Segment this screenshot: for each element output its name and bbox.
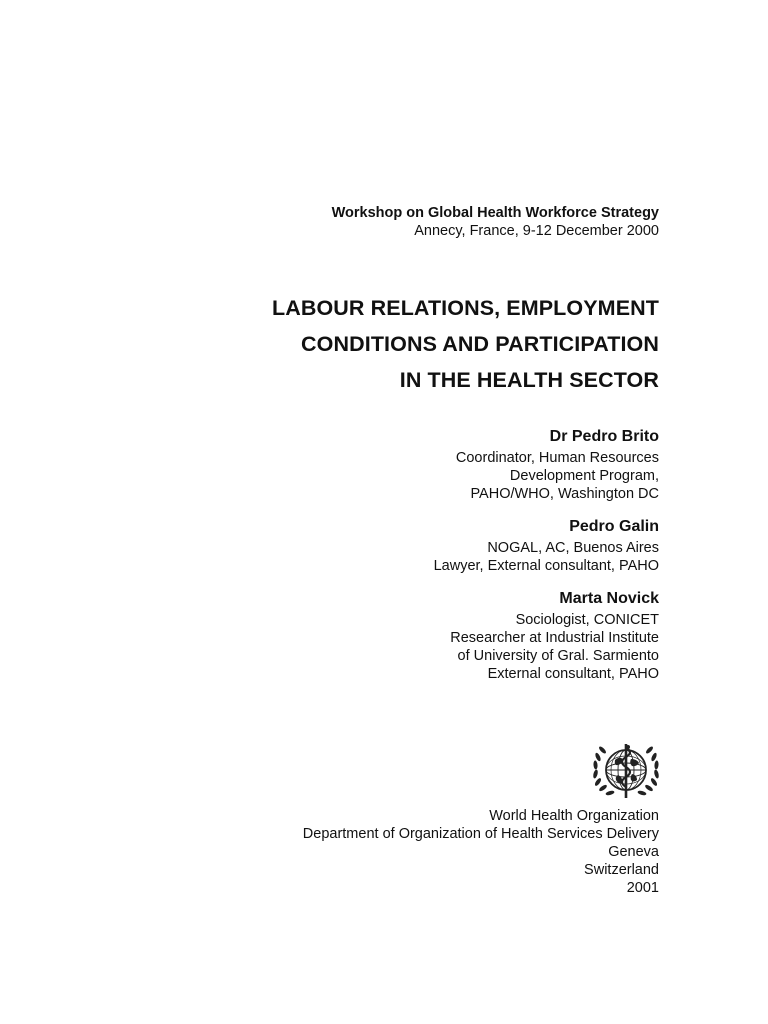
author-affiliation: Sociologist, CONICET <box>515 612 659 628</box>
author-affiliation: NOGAL, AC, Buenos Aires <box>487 540 659 556</box>
publisher-info <box>303 807 659 897</box>
publisher-organization: World Health Organization <box>489 808 659 824</box>
workshop-event: Workshop on Global Health Workforce Strategy <box>331 205 659 221</box>
author-affiliation: Development Program, <box>509 468 659 484</box>
publisher-city: Geneva <box>608 844 659 860</box>
workshop-info <box>332 204 659 240</box>
author-name: Marta Novick <box>559 590 659 607</box>
author-affiliation: of University of Gral. Sarmiento <box>457 648 659 664</box>
title-line: IN THE HEALTH SECTOR <box>399 368 659 392</box>
publisher-country: Switzerland <box>584 862 659 878</box>
author-affiliation: Coordinator, Human Resources <box>455 450 659 466</box>
author-affiliation: PAHO/WHO, Washington DC <box>470 486 659 502</box>
author-affiliation: Lawyer, External consultant, PAHO <box>433 558 659 574</box>
title-line: CONDITIONS AND PARTICIPATION <box>301 332 659 356</box>
workshop-place-date: Annecy, France, 9-12 December 2000 <box>414 223 659 239</box>
author-name: Pedro Galin <box>569 518 659 535</box>
who-emblem-icon <box>591 738 661 802</box>
author-name: Dr Pedro Brito <box>549 428 659 445</box>
author-block <box>434 516 659 575</box>
author-block <box>456 426 659 503</box>
document-title <box>272 290 659 398</box>
author-affiliation: External consultant, PAHO <box>487 666 659 682</box>
publication-year: 2001 <box>626 880 659 896</box>
title-line: LABOUR RELATIONS, EMPLOYMENT <box>271 296 659 320</box>
author-block <box>450 588 659 683</box>
author-affiliation: Researcher at Industrial Institute <box>450 630 659 646</box>
publisher-department: Department of Organization of Health Services Delivery <box>302 826 659 842</box>
